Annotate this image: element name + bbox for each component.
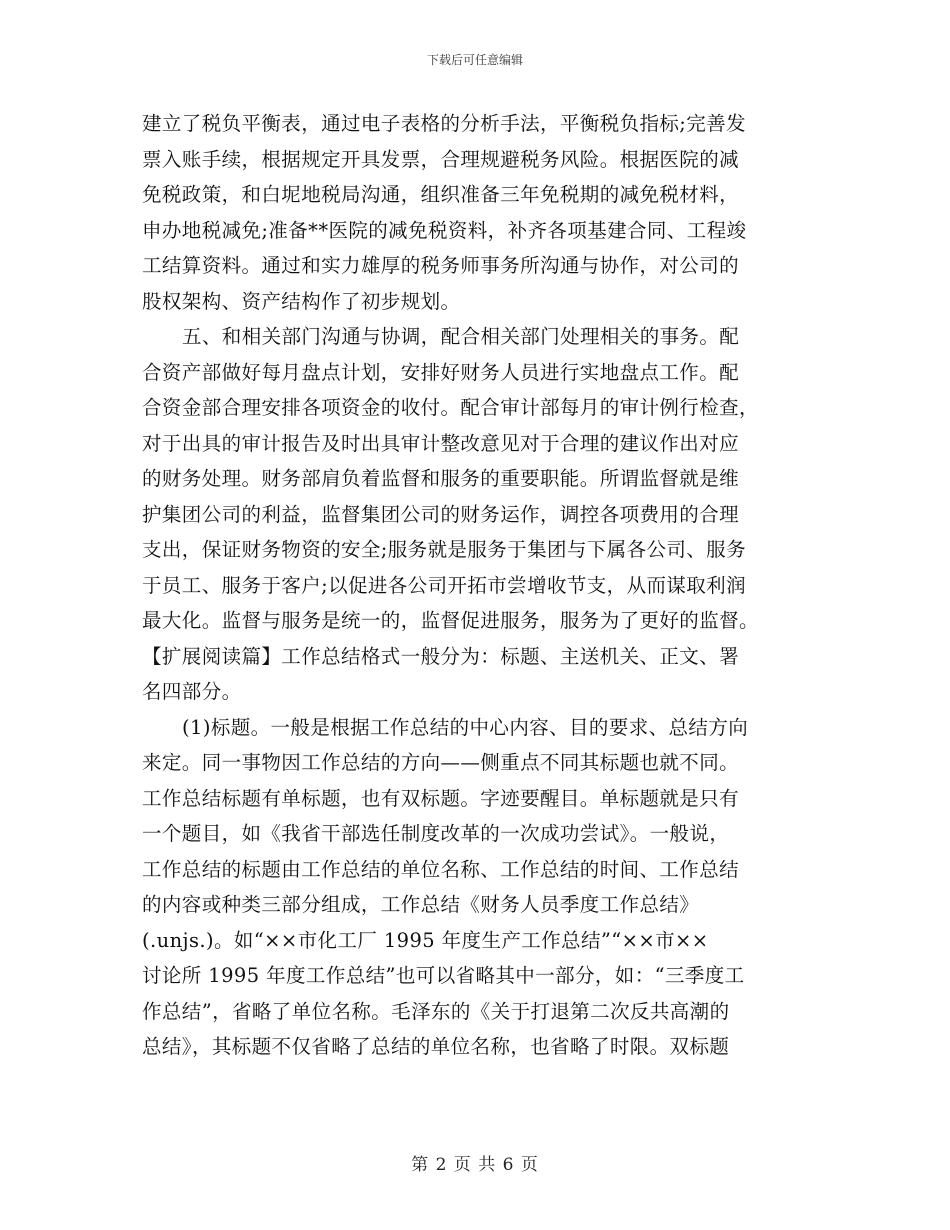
text-line: 讨论所 1995 年度工作总结”也可以省略其中一部分，如：“三季度工 bbox=[142, 964, 745, 987]
text-line: 最大化。监督与服务是统一的，监督促进服务，服务为了更好的监督。 bbox=[142, 609, 759, 632]
text-line: 护集团公司的利益，监督集团公司的财务运作，调控各项费用的合理 bbox=[142, 502, 740, 526]
text-line: 工结算资料。通过和实力雄厚的税务师事务所沟通与协作，对公司的 bbox=[142, 254, 740, 277]
text-line: (.unjs.)。如“××市化工厂 1995 年度生产工作总结”“××市×× bbox=[142, 928, 709, 952]
page-header: 下载后可任意编辑 bbox=[426, 53, 523, 67]
text-line: 的财务处理。财务部肩负着监督和服务的重要职能。所谓监督就是维 bbox=[142, 467, 740, 490]
text-line: 工作总结标题有单标题，也有双标题。字迹要醒目。单标题就是只有 bbox=[142, 786, 740, 810]
text-line: 票入账手续，根据规定开具发票，合理规避税务风险。根据医院的减 bbox=[142, 147, 740, 171]
text-line: (1)标题。一般是根据工作总结的中心内容、目的要求、总结方向 bbox=[182, 715, 749, 739]
text-line: 建立了税负平衡表，通过电子表格的分析手法，平衡税负指标;完善发 bbox=[142, 112, 746, 135]
text-line: 支出，保证财务物资的安全;服务就是服务于集团与下属各公司、服务 bbox=[142, 538, 746, 561]
text-line: 对于出具的审计报告及时出具审计整改意见对于合理的建议作出对应 bbox=[142, 431, 740, 455]
text-line: 作总结”，省略了单位名称。毛泽东的《关于打退第二次反共高潮的 bbox=[142, 999, 730, 1023]
document-body bbox=[142, 106, 812, 1065]
text-line: 免税政策，和白坭地税局沟通，组织准备三年免税期的减免税材料， bbox=[142, 183, 740, 206]
text-line: 申办地税减免;准备**医院的减免税资料，补齐各项基建合同、工程竣 bbox=[142, 218, 747, 242]
text-line: 的内容或种类三部分组成，工作总结《财务人员季度工作总结》 bbox=[142, 893, 700, 916]
text-line: 股权架构、资产结构作了初步规划。 bbox=[142, 289, 461, 313]
text-line: 于员工、服务于客户;以促进各公司开拓市尝增收节支，从而谋取利润 bbox=[142, 573, 746, 597]
text-line: 合资金部合理安排各项资金的收付。配合审计部每月的审计例行检查， bbox=[142, 396, 759, 419]
text-line: 名四部分。 bbox=[142, 680, 242, 703]
text-line: 一个题目，如《我省干部选任制度改革的一次成功尝试》。一般说， bbox=[142, 822, 730, 845]
text-line: 总结》，其标题不仅省略了总结的单位名称，也省略了时限。双标题 bbox=[142, 1035, 730, 1058]
text-line: 合资产部做好每月盘点计划，安排好财务人员进行实地盘点工作。配 bbox=[142, 360, 740, 384]
text-line: 工作总结的标题由工作总结的单位名称、工作总结的时间、工作总结 bbox=[142, 857, 740, 881]
text-line: 五、和相关部门沟通与协调，配合相关部门处理相关的事务。配 bbox=[182, 325, 740, 348]
text-line: 【扩展阅读篇】工作总结格式一般分为：标题、主送机关、正文、署 bbox=[142, 644, 740, 668]
text-line: 来定。同一事物因工作总结的方向——侧重点不同其标题也就不同。 bbox=[142, 751, 740, 774]
page-number: 第 2 页 共 6 页 bbox=[411, 1155, 539, 1175]
